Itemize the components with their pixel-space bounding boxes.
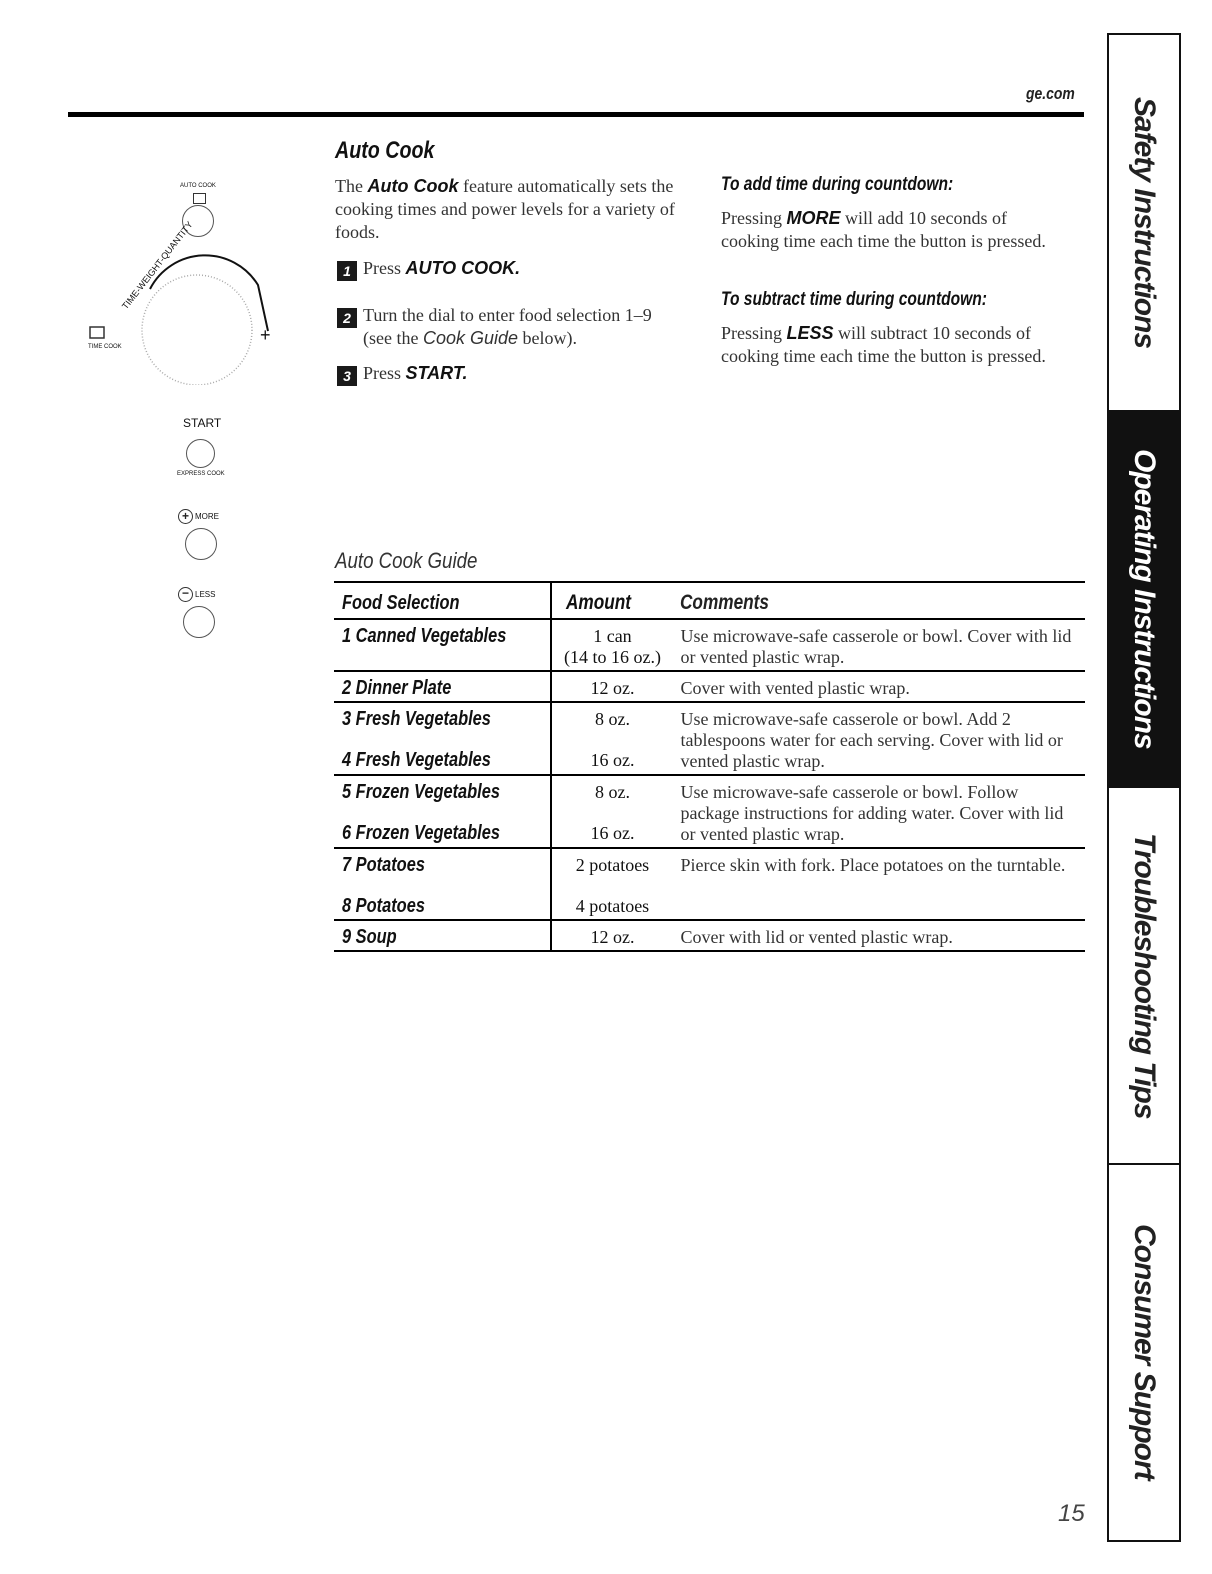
time-cook-indicator-icon	[90, 327, 104, 338]
minus-circle-icon: −	[178, 587, 193, 602]
selection-dial[interactable]	[80, 245, 280, 385]
more-label: MORE	[195, 512, 219, 521]
auto-cook-guide-table	[334, 581, 1085, 952]
step-3: 3 Press START.	[337, 362, 677, 386]
dial-knob	[142, 275, 252, 385]
tab-operating-instructions[interactable]: Operating Instructions	[1109, 410, 1179, 788]
table-row: 2 Dinner Plate 12 oz. Cover with vented plastic wrap.	[334, 671, 1085, 702]
table-row: 7 Potatoes 8 Potatoes 2 potatoes 4 potatoes Pierce skin with fork. Place potatoes on the turntable.	[334, 848, 1085, 920]
plus-circle-icon: +	[178, 509, 193, 524]
tab-safety-instructions[interactable]: Safety Instructions	[1128, 96, 1161, 349]
header-amount: Amount	[551, 582, 672, 619]
dial-plus-icon: +	[260, 325, 271, 345]
time-cook-label: TIME COOK	[88, 344, 122, 350]
subtract-time-heading: To subtract time during countdown:	[721, 289, 988, 310]
section-tabs	[1107, 33, 1181, 1542]
dial-label: TIME-WEIGHT-QUANTITY	[120, 219, 195, 312]
header-food: Food Selection	[334, 582, 551, 619]
header-rule	[68, 112, 1084, 117]
express-cook-label: EXPRESS COOK	[177, 471, 225, 477]
step-number: 1	[337, 261, 357, 281]
step-number: 2	[337, 308, 357, 328]
table-row: 5 Frozen Vegetables 6 Frozen Vegetables 8 oz. 16 oz. Use microwave-safe casserole or bowl. Follow package instructions for adding water. Cover with lid or vented plastic wrap.	[334, 775, 1085, 848]
table-row: 9 Soup 12 oz. Cover with lid or vented plastic wrap.	[334, 920, 1085, 951]
table-row: 3 Fresh Vegetables 4 Fresh Vegetables 8 oz. 16 oz. Use microwave-safe casserole or bowl. Add 2 tablespoons water for each serving. Cover with lid or vented plastic wrap.	[334, 702, 1085, 775]
table-row: 1 Canned Vegetables 1 can (14 to 16 oz.) Use microwave-safe casserole or bowl. Cover with lid or vented plastic wrap.	[334, 619, 1085, 671]
auto-cook-indicator-icon	[193, 193, 206, 204]
auto-cook-label: AUTO COOK	[180, 183, 216, 189]
subtract-time-text: Pressing LESS will subtract 10 seconds of cooking time each time the button is pressed.	[721, 323, 1046, 366]
start-button[interactable]	[186, 439, 215, 468]
page-number: 15	[1058, 1500, 1085, 1527]
start-label: START	[183, 416, 222, 430]
header-comments: Comments	[672, 582, 1085, 619]
site-url: ge.com	[1026, 84, 1075, 103]
tab-consumer-support[interactable]: Consumer Support	[1128, 1223, 1161, 1480]
intro-paragraph: The Auto Cook feature automatically sets the cooking times and power levels for a variety of foods.	[335, 176, 675, 242]
guide-title: Auto Cook Guide	[335, 548, 478, 573]
add-time-text: Pressing MORE will add 10 seconds of cooking time each time the button is pressed.	[721, 208, 1046, 251]
control-panel-illustration	[80, 175, 280, 645]
step-1: 1 Press AUTO COOK.	[337, 257, 677, 281]
more-button[interactable]	[185, 528, 217, 560]
less-button[interactable]	[183, 606, 215, 638]
step-number: 3	[337, 366, 357, 386]
step-2: 2 Turn the dial to enter food selection 1–9 (see the Cook Guide below).	[337, 304, 677, 350]
add-time-heading: To add time during countdown:	[721, 174, 954, 195]
section-title: Auto Cook	[335, 137, 435, 164]
tab-troubleshooting-tips[interactable]: Troubleshooting Tips	[1128, 832, 1161, 1119]
less-label: LESS	[195, 590, 216, 599]
